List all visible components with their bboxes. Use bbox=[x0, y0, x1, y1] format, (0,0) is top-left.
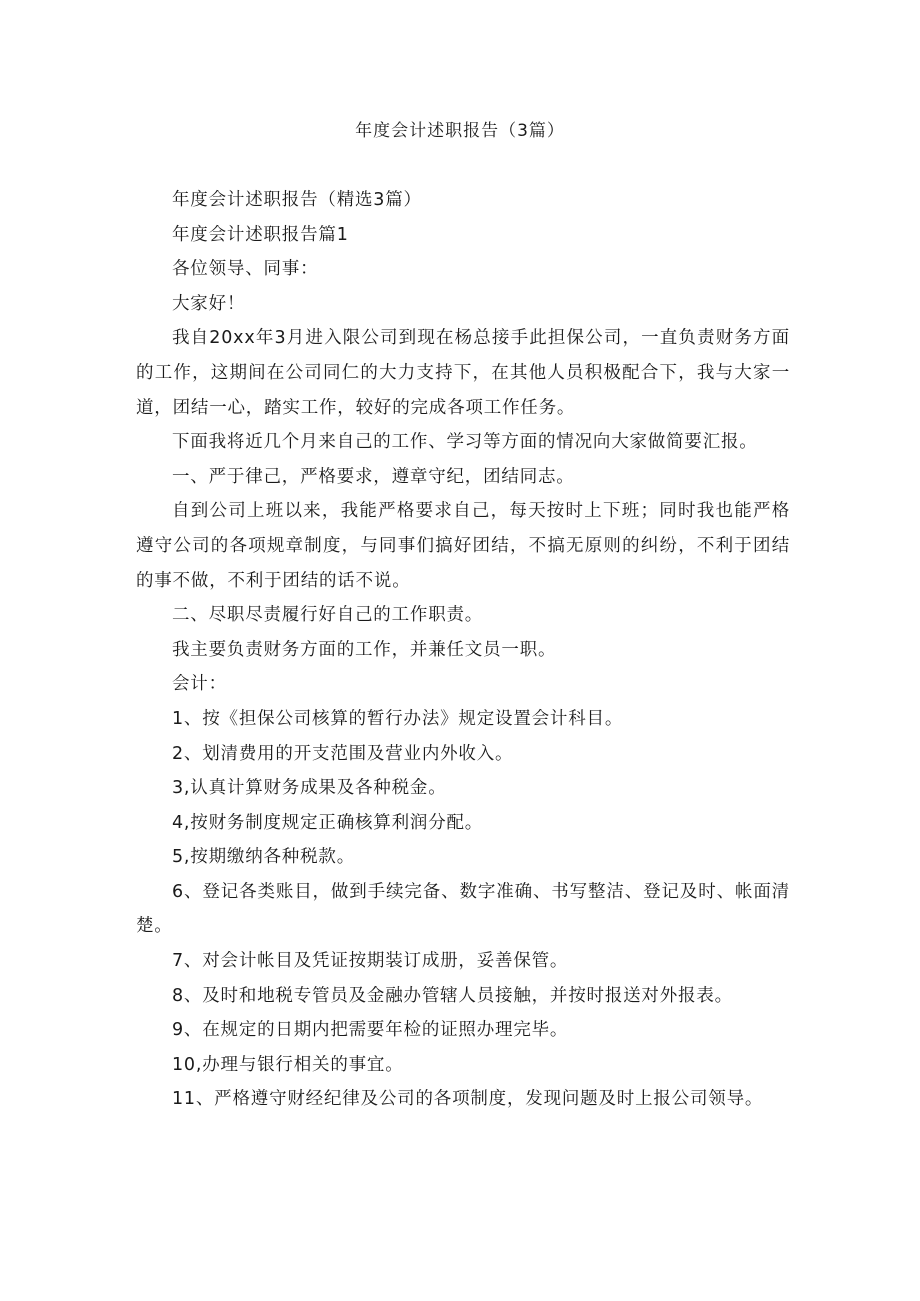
list-item: 3,认真计算财务成果及各种税金。 bbox=[172, 778, 447, 799]
paragraph: 各位领导、同事： bbox=[172, 259, 319, 280]
list-item: 9、在规定的日期内把需要年检的证照办理完毕。 bbox=[172, 1020, 569, 1041]
list-item: 1、按《担保公司核算的暂行办法》规定设置会计科目。 bbox=[172, 708, 624, 729]
list-item: 8、及时和地税专管员及金融办管辖人员接触，并按时报送对外报表。 bbox=[172, 985, 733, 1006]
section-heading: 一、严于律己，严格要求，遵章守纪，团结同志。 bbox=[172, 466, 575, 487]
paragraph: 会计： bbox=[172, 674, 227, 695]
paragraph: 自到公司上班以来，我能严格要求自己，每天按时上下班；同时我也能严格遵守公司的各项规章制度，与同事们搞好团结，不搞无原则的纠纷，不利于团结的事不做，不利于团结的话不说。 bbox=[136, 501, 790, 591]
list-item: 10,办理与银行相关的事宜。 bbox=[172, 1054, 404, 1075]
list-item: 11、严格遵守财经纪律及公司的各项制度，发现问题及时上报公司领导。 bbox=[172, 1089, 764, 1110]
paragraph: 大家好！ bbox=[172, 293, 246, 314]
document-title: 年度会计述职报告（3篇） bbox=[355, 121, 565, 141]
list-item: 4,按财务制度规定正确核算利润分配。 bbox=[172, 812, 484, 833]
paragraph: 我主要负责财务方面的工作，并兼任文员一职。 bbox=[172, 639, 557, 660]
list-item: 7、对会计帐目及凭证按期装订成册，妥善保管。 bbox=[172, 951, 569, 972]
paragraph: 下面我将近几个月来自己的工作、学习等方面的情况向大家做简要汇报。 bbox=[172, 432, 758, 453]
paragraph: 我自20xx年3月进入限公司到现在杨总接手此担保公司，一直负责财务方面的工作，这期间在公司同仁的大力支持下，在其他人员积极配合下，我与大家一道，团结一心，踏实工作，较好的完成各项工作任务。 bbox=[136, 328, 790, 418]
section-heading: 二、尽职尽责履行好自己的工作职责。 bbox=[172, 605, 484, 626]
document-body bbox=[136, 183, 790, 1117]
list-item: 5,按期缴纳各种税款。 bbox=[172, 847, 355, 868]
list-item: 6、登记各类账目，做到手续完备、数字准确、书写整洁、登记及时、帐面清楚。 bbox=[136, 881, 790, 937]
paragraph: 年度会计述职报告（精选3篇） bbox=[172, 190, 422, 210]
paragraph: 年度会计述职报告篇1 bbox=[172, 224, 349, 245]
list-item: 2、划清费用的开支范围及营业内外收入。 bbox=[172, 743, 514, 764]
